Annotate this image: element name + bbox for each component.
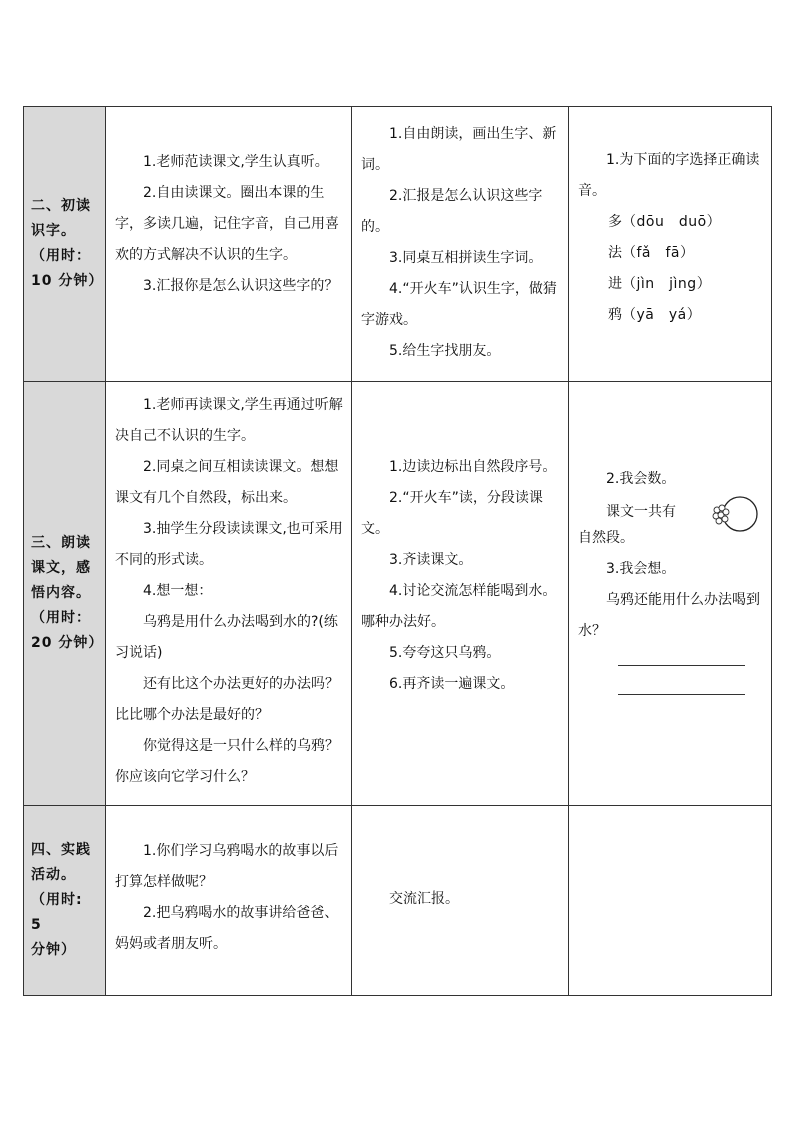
option-char: 进 <box>608 276 622 292</box>
section-line: 二、初读 <box>31 198 91 214</box>
student-step: 6.再齐读一遍课文。 <box>389 676 515 692</box>
student-step: 5.给生字找朋友。 <box>389 343 501 359</box>
section-line: 悟内容。 <box>31 585 91 601</box>
teacher-activity-cell <box>106 382 352 806</box>
teacher-step: 4.想一想： <box>143 583 213 599</box>
student-activity-cell <box>352 382 569 806</box>
count-question <box>578 495 763 529</box>
option-pinyin: （jìn jìng） <box>622 276 712 292</box>
student-step: 3.齐读课文。 <box>389 552 473 568</box>
teacher-step: 2.同桌之间互相读读课文。想想课文有几个自然段，标出来。 <box>115 459 339 506</box>
pinyin-option <box>578 269 763 300</box>
section-line: 识字。 <box>31 223 76 239</box>
section-line: 10 分钟） <box>31 273 104 289</box>
section-line: （用时: 5 <box>31 892 83 933</box>
section-cell <box>24 806 106 996</box>
teacher-step: 1.你们学习乌鸦喝水的故事以后打算怎样做呢？ <box>115 843 339 890</box>
table-row-practice-activity <box>24 806 772 996</box>
student-step: 3.同桌互相拼读生字词。 <box>389 250 543 266</box>
pinyin-option <box>578 300 763 331</box>
pinyin-option <box>578 207 763 238</box>
think-title: 3.我会想。 <box>606 561 676 577</box>
count-before: 课文一共有 <box>606 504 676 520</box>
exercise-intro: 1.为下面的字选择正确读音。 <box>578 152 760 199</box>
student-step: 5.夸夸这只乌鸦。 <box>389 645 501 661</box>
section-line: 活动。 <box>31 867 76 883</box>
table-row-reading-literacy <box>24 107 772 382</box>
teacher-activity-cell <box>106 107 352 382</box>
student-step: 2.“开火车”读，分段读课文。 <box>361 490 543 537</box>
section-line: （用时： <box>31 610 91 626</box>
student-step: 交流汇报。 <box>389 891 459 907</box>
student-activity-cell <box>352 806 569 996</box>
student-step: 4.讨论交流怎样能喝到水。哪种办法好。 <box>361 583 557 630</box>
section-line: 三、朗读 <box>31 535 91 551</box>
option-pinyin: （yā yá） <box>622 307 702 323</box>
student-step: 2.汇报是怎么认识这些字的。 <box>361 188 543 235</box>
teacher-activity-cell <box>106 806 352 996</box>
teacher-step: 3.汇报你是怎么认识这些字的？ <box>143 278 339 294</box>
teacher-step: 乌鸦是用什么办法喝到水的?(练习说话) <box>115 614 338 661</box>
section-cell <box>24 382 106 806</box>
exercise-cell <box>569 107 772 382</box>
section-line: 四、实践 <box>31 842 91 858</box>
answer-line[interactable] <box>618 694 745 695</box>
circle-with-pebbles-icon <box>708 495 760 533</box>
option-char: 鸦 <box>608 307 622 323</box>
section-line: （用时： <box>31 248 91 264</box>
option-pinyin: （dōu duō） <box>622 214 722 230</box>
teacher-step: 2.自由读课文。圈出本课的生字，多读几遍，记住字音，自己用喜欢的方式解决不认识的生字。 <box>115 185 339 263</box>
student-activity-cell <box>352 107 569 382</box>
answer-line[interactable] <box>618 665 745 666</box>
student-step: 1.边读边标出自然段序号。 <box>389 459 557 475</box>
answer-circle[interactable] <box>680 495 732 529</box>
pinyin-option <box>578 238 763 269</box>
option-char: 法 <box>608 245 622 261</box>
lesson-plan-table <box>23 106 772 996</box>
table-row-reading-comprehension <box>24 382 772 806</box>
teacher-step: 1.老师范读课文,学生认真听。 <box>143 154 329 170</box>
teacher-step: 你觉得这是一只什么样的乌鸦？你应该向它学习什么？ <box>115 738 339 785</box>
count-tail: 自然段。 <box>578 530 634 546</box>
exercise-cell <box>569 382 772 806</box>
think-question: 乌鸦还能用什么办法喝到水？ <box>578 592 760 639</box>
teacher-step: 3.抽学生分段读读课文,也可采用不同的形式读。 <box>115 521 343 568</box>
section-line: 分钟） <box>31 942 76 958</box>
count-title: 2.我会数。 <box>606 471 676 487</box>
option-pinyin: （fǎ fā） <box>622 245 695 261</box>
section-line: 20 分钟） <box>31 635 104 651</box>
student-step: 1.自由朗读，画出生字、新词。 <box>361 126 557 173</box>
student-step: 4.“开火车”认识生字，做猜字游戏。 <box>361 281 557 328</box>
teacher-step: 2.把乌鸦喝水的故事讲给爸爸、妈妈或者朋友听。 <box>115 905 339 952</box>
exercise-cell <box>569 806 772 996</box>
section-cell <box>24 107 106 382</box>
teacher-step: 还有比这个办法更好的办法吗？比比哪个办法是最好的？ <box>115 676 339 723</box>
option-char: 多 <box>608 214 622 230</box>
teacher-step: 1.老师再读课文,学生再通过听解决自己不认识的生字。 <box>115 397 343 444</box>
section-line: 课文，感 <box>31 560 91 576</box>
